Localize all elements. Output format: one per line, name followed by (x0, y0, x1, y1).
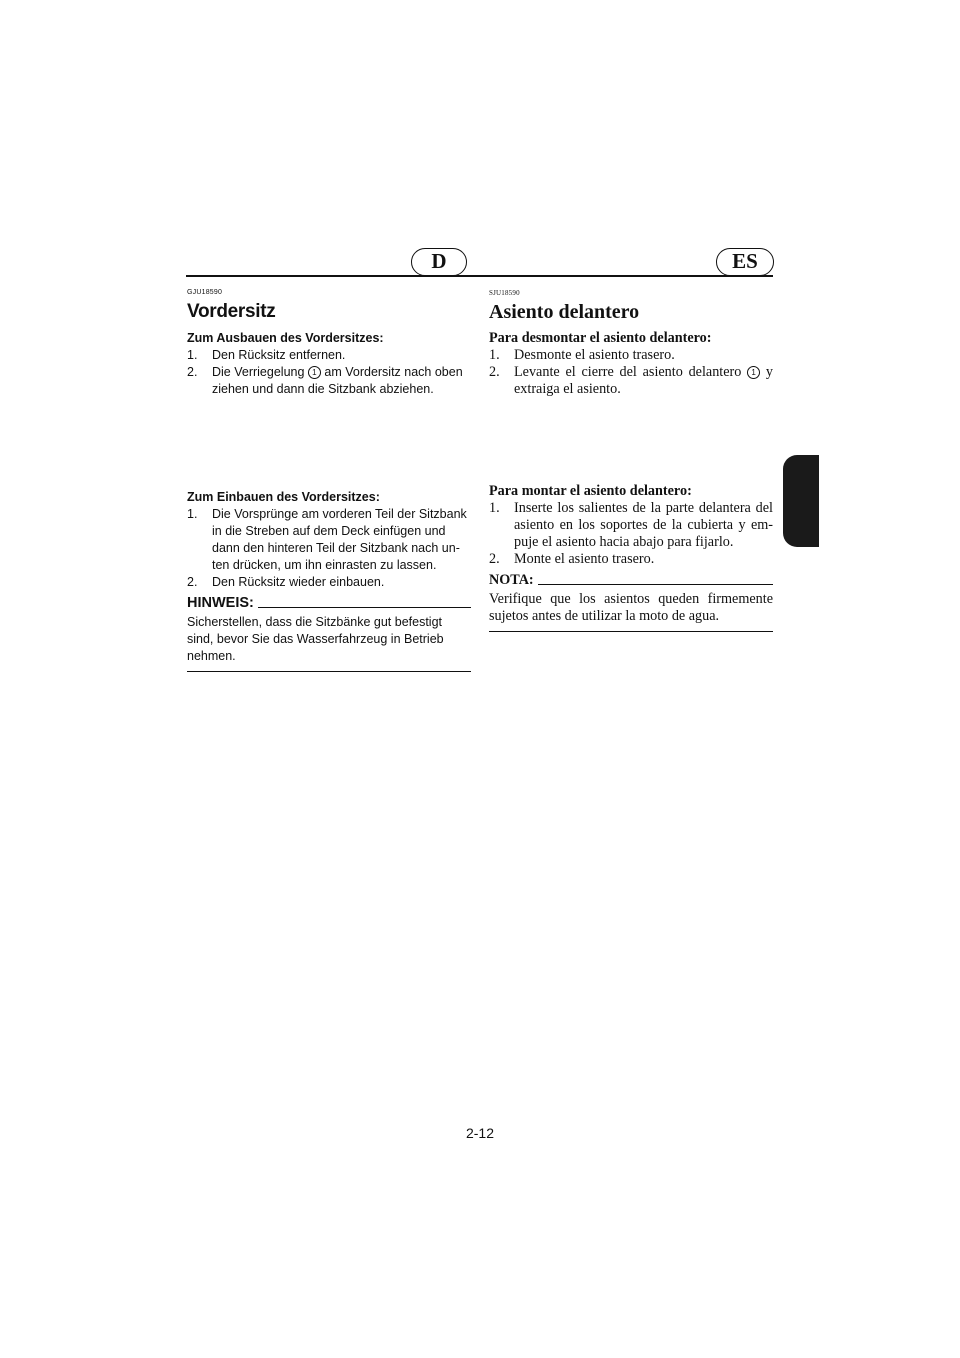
language-badge-spanish: ES (716, 248, 774, 276)
spanish-column (489, 288, 773, 632)
note-label: HINWEIS: (187, 595, 254, 611)
language-badge-german: D (411, 248, 467, 276)
install-heading: Para montar el asiento delantero: (489, 483, 692, 499)
header-rule (186, 275, 773, 277)
list-item: 1. Desmonte el asiento trasero. (489, 347, 675, 363)
note-header (187, 595, 471, 612)
remove-heading: Para desmontar el asiento delantero: (489, 330, 712, 346)
page-number: 2-12 (465, 1125, 495, 1141)
remove-heading: Zum Ausbauen des Vordersitzes: (187, 331, 384, 345)
callout-marker-icon: 1 (747, 366, 760, 379)
list-item: 2. Den Rücksitz wieder einbauen. (187, 575, 385, 589)
note-text: Sicherstellen, dass die Sitzbänke gut befestigt sind, bevor Sie das Wasserfahrzeug in Betrieb nehmen. (187, 614, 471, 672)
list-item: 2. Die Verriegelung 1 am Vordersitz nach oben ziehen und dann die Sitzbank abziehen. (187, 365, 463, 396)
section-code: SJU18590 (489, 289, 520, 297)
section-title: Asiento delantero (489, 301, 640, 323)
note-label: NOTA: (489, 572, 534, 588)
list-item: 2. Monte el asiento trasero. (489, 551, 655, 567)
section-title: Vordersitz (187, 301, 276, 322)
german-column (187, 288, 471, 672)
note-text: Verifique que los asientos queden firmemente sujetos antes de utilizar la moto de agua. (489, 591, 773, 632)
callout-marker-icon: 1 (308, 366, 321, 379)
list-item: 1. Den Rücksitz entfernen. (187, 348, 346, 362)
section-code: GJU18590 (187, 289, 223, 296)
list-item: 1. Inserte los salientes de la parte delantera del asiento en los soportes de la cubierta y em-puje el asiento hacia abajo para fijarlo. (489, 500, 773, 550)
list-item: 2. Levante el cierre del asiento delantero 1 y extraiga el asiento. (489, 364, 774, 397)
chapter-tab (783, 455, 819, 547)
note-header (489, 572, 773, 589)
list-item: 1. Die Vorsprünge am vorderen Teil der Sitzbank in die Streben auf dem Deck einfügen und dann den hinteren Teil der Sitzbank nach un-ten drücken, um ihn einrasten zu lassen. (187, 507, 467, 572)
install-heading: Zum Einbauen des Vordersitzes: (187, 490, 380, 504)
